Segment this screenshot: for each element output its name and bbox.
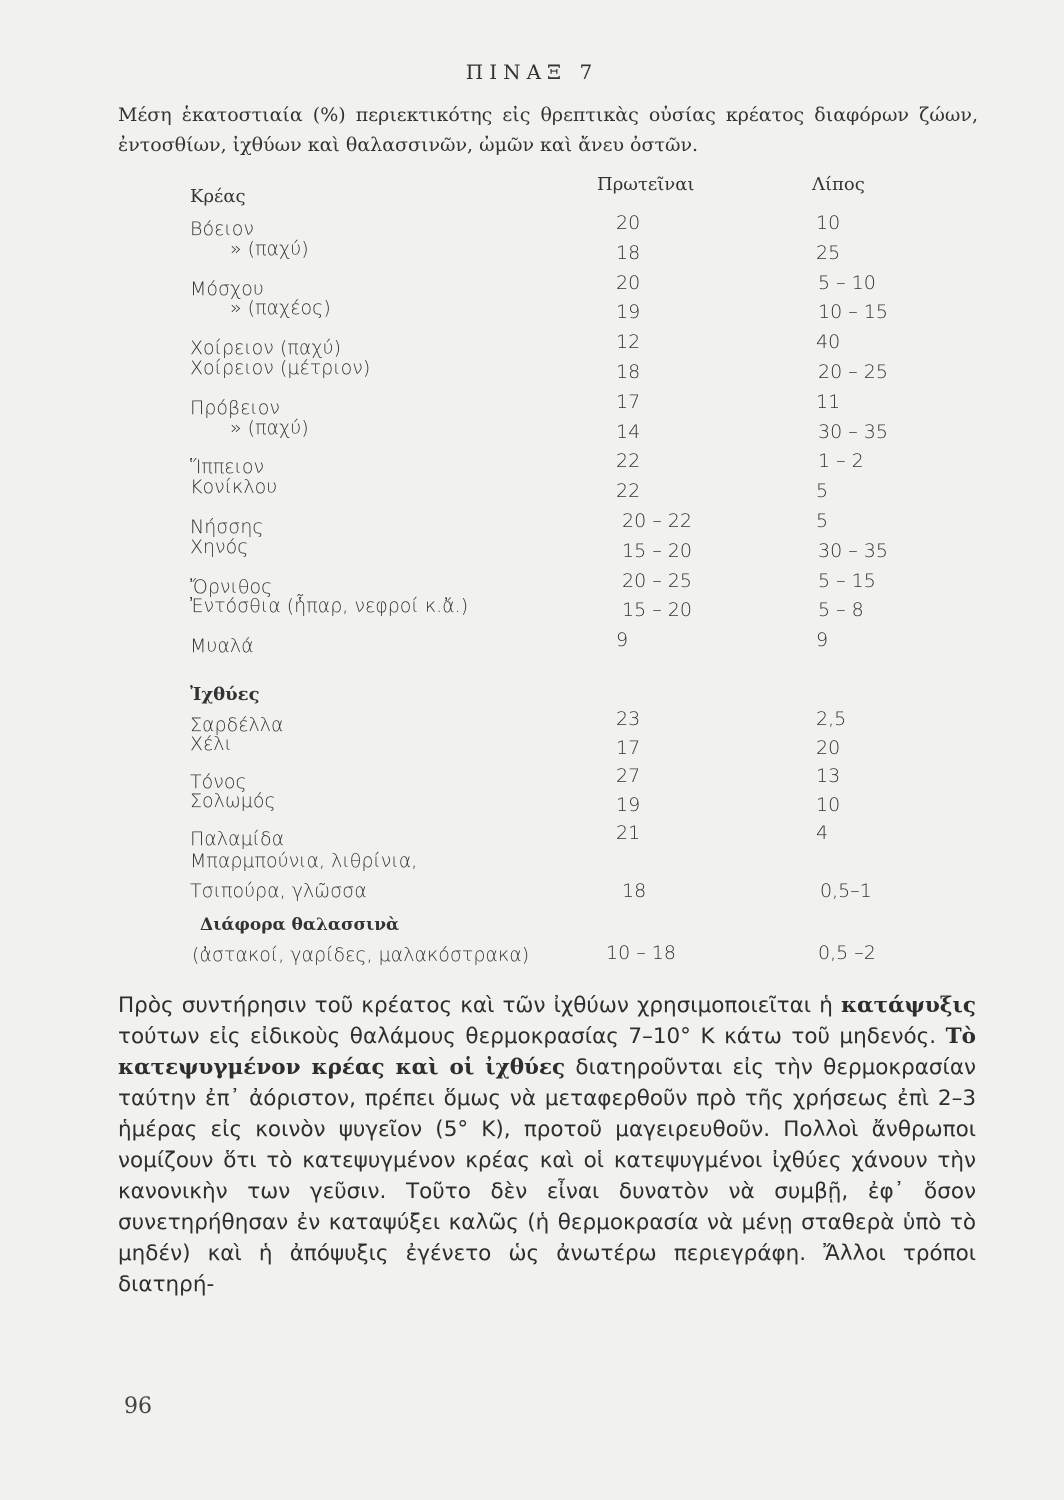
paragraph-text-1: Πρὸς συντήρησιν τοῦ κρέατος καὶ τῶν ἰχθύων χρησιμοποιεῖται ἡ <box>118 993 841 1018</box>
row-label: » (παχύ) <box>230 416 309 439</box>
row-label: Χηνός <box>190 535 249 558</box>
paragraph-bold-phrase: Τὸ κατεψυγμένον κρέας καὶ οἱ ἰχθύες <box>118 1024 976 1080</box>
fat-value: 9 <box>816 629 829 652</box>
fat-value: 30 – 35 <box>818 539 888 562</box>
row-label: Τόνος <box>190 771 247 793</box>
page-number: 96 <box>124 1394 152 1419</box>
fat-value: 25 <box>816 241 841 264</box>
protein-value: 9 <box>616 629 629 652</box>
seafood-fat: 0,5 –2 <box>818 942 876 964</box>
protein-value: 27 <box>616 765 641 787</box>
fat-value: 5 <box>816 510 829 532</box>
paragraph-bold-term: κατάψυξις <box>840 993 976 1018</box>
fat-value: 5 <box>816 480 829 503</box>
protein-value: 17 <box>616 736 641 759</box>
protein-value: 20 – 25 <box>622 569 692 592</box>
fish-multi-protein: 18 <box>622 880 647 902</box>
row-label: Χέλι <box>190 732 232 755</box>
fat-value: 20 <box>816 736 841 759</box>
fat-value: 10 <box>816 212 841 234</box>
protein-value: 19 <box>616 301 641 324</box>
protein-value: 19 <box>616 793 641 816</box>
row-label: Κονίκλου <box>190 476 278 499</box>
seafood-label: (ἀστακοί, γαρίδες, μαλακόστρακα) <box>192 944 530 966</box>
row-label: Ὄρνιθος <box>190 575 273 598</box>
protein-value: 20 <box>616 212 641 234</box>
row-label: Χοίρειον (παχύ) <box>190 337 341 360</box>
fat-value: 11 <box>816 390 841 413</box>
row-label: » (παχέος) <box>230 297 331 320</box>
fish-section-label: Ἰχθύες <box>190 684 260 705</box>
paragraph-text-3: διατηροῦνται εἰς τὴν θερμοκρασίαν ταύτην ἐπ᾿ ἀόριστον, πρέπει ὅμως νὰ μεταφερθοῦν πρὸ τῆς χρήσεως ἐπὶ 2–3 ἡμέρας εἰς κοινὸν ψυγεῖον (5° Κ), προτοῦ μαγειρευθοῦν. Πολλοὶ ἄνθρωποι νομίζουν ὅτι τὸ κατεψυγμένον κρέας καὶ οἱ κατεψυγμένοι ἰχθύες χάνουν τὴν κανονικὴν των γεῦσιν. Τοῦτο δὲν εἶναι δυνατὸν νὰ συμβῇ, ἐφ᾿ ὅσον συνετηρήθησαν ἐν καταψύξει καλῶς (ἡ θερμοκρασία νὰ μένῃ σταθερὰ ὑπὸ τὸ μηδέν) καὶ ἡ ἀπόψυξις ἐγένετο ὡς ἀνωτέρω περιεγράφη. Ἄλλοι τρόποι διατηρή- <box>118 1055 976 1297</box>
protein-value: 23 <box>616 708 641 730</box>
header-fat: Λίπος <box>812 174 865 195</box>
protein-value: 15 – 20 <box>622 599 692 622</box>
row-label: Βόειον <box>190 218 254 240</box>
fish-multi-label-line1: Μπαρμπούνια, λιθρίνια, <box>190 850 418 872</box>
fat-value: 2,5 <box>816 708 847 730</box>
fat-value: 40 <box>816 331 841 354</box>
row-label: Ἐντόσθια (ἧπαρ, νεφροί κ.ἄ.) <box>190 595 469 618</box>
protein-value: 22 <box>616 480 641 503</box>
table-title: ΠΙΝΑΞ 7 <box>465 60 599 84</box>
body-paragraph <box>118 990 976 1300</box>
row-label: Νήσσης <box>190 516 264 538</box>
row-label: Ἵππειον <box>190 456 265 479</box>
protein-value: 15 – 20 <box>622 539 692 562</box>
fat-value: 5 – 8 <box>818 599 864 622</box>
row-label: Μόσχου <box>190 277 264 300</box>
paragraph-text-2: τούτων εἰς εἰδικοὺς θαλάμους θερμοκρασίας 7–10° Κ κάτω τοῦ μηδενός. <box>118 1024 946 1049</box>
protein-value: 14 <box>616 420 641 443</box>
fat-value: 20 – 25 <box>818 361 888 383</box>
protein-value: 21 <box>616 822 641 844</box>
fat-value: 30 – 35 <box>818 420 888 443</box>
row-label: Παλαμίδα <box>190 828 285 850</box>
row-label: Σαρδέλλα <box>190 714 284 736</box>
protein-value: 22 <box>616 450 641 473</box>
fat-value: 4 <box>816 822 829 844</box>
fat-value: 10 – 15 <box>818 301 888 324</box>
row-label: » (παχύ) <box>230 237 309 260</box>
row-label: Μυαλά <box>190 635 254 658</box>
protein-value: 20 <box>616 271 641 294</box>
protein-value: 18 <box>616 361 641 383</box>
fish-multi-fat: 0,5–1 <box>820 880 872 902</box>
table-caption: Μέση ἑκατοστιαία (%) περιεκτικότης εἰς θρεπτικὰς οὐσίας κρέατος διαφόρων ζώων, ἐντοσθίων, ἰχθύων καὶ θαλασσινῶν, ὠμῶν καὶ ἄνευ ὀστῶν. <box>118 104 978 156</box>
row-label: Σολωμός <box>190 789 276 812</box>
fish-multi-label-line2: Τσιπούρα, γλῶσσα <box>190 880 367 902</box>
fat-value: 1 – 2 <box>818 450 864 473</box>
fat-value: 5 – 10 <box>818 271 876 294</box>
protein-value: 18 <box>616 241 641 264</box>
seafood-protein: 10 – 18 <box>606 942 676 964</box>
fat-value: 10 <box>816 793 841 816</box>
seafood-section-label: Διάφορα θαλασσινὰ <box>200 915 400 935</box>
fat-value: 13 <box>816 765 841 787</box>
protein-value: 12 <box>616 331 641 354</box>
row-label: Πρόβειον <box>190 396 280 419</box>
row-label: Χοίρειον (μέτριον) <box>190 357 371 379</box>
protein-value: 17 <box>616 390 641 413</box>
fat-value: 5 – 15 <box>818 569 876 592</box>
header-meat: Κρέας <box>190 186 246 207</box>
protein-value: 20 – 22 <box>622 510 692 532</box>
header-protein: Πρωτεῖναι <box>597 174 695 195</box>
